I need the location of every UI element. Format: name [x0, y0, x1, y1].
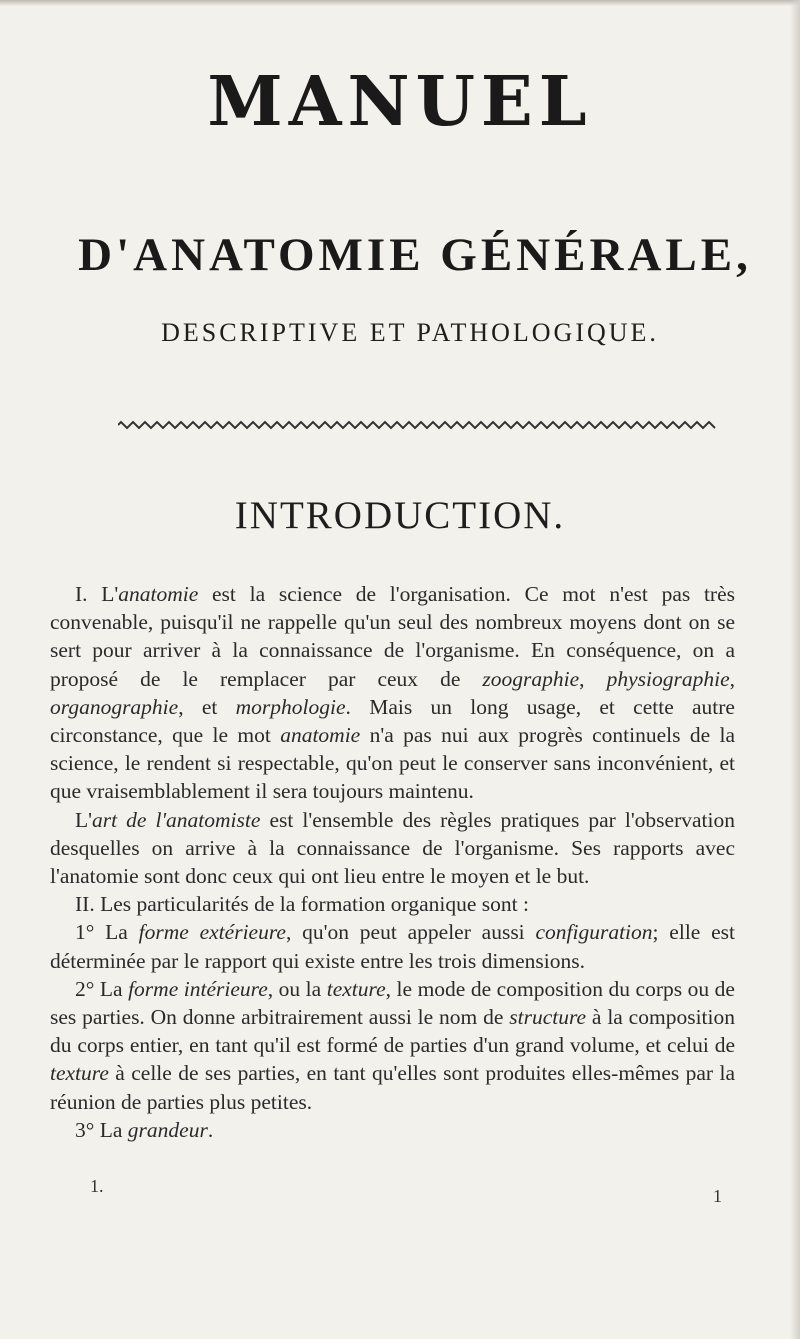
section-heading: INTRODUCTION. — [234, 494, 566, 537]
page-shadow-top — [0, 0, 800, 6]
book-subtitle-secondary: DESCRIPTIVE ET PATHOLOGIQUE. — [161, 318, 659, 347]
body-text — [50, 580, 735, 1144]
paragraph-6: 3° La grandeur. — [75, 1117, 214, 1142]
page-number: 1 — [713, 1186, 722, 1206]
book-subtitle: D'ANATOMIE GÉNÉRALE, — [78, 229, 752, 281]
ornamental-rule — [118, 420, 716, 430]
paragraph-1: I. L'anatomie est la science de l'organisation. Ce mot n'est pas très convenable, puisqu'il ne rappelle qu'un seul des nombreux moyens dont on se sert pour arriver à la connaissance de l'organisme. En conséquence, on a proposé de le remplacer par ceux de zoographie, physiographie, organographie, et morphologie. Mais un long usage, et cette autre circonstance, que le mot anatomie n'a pas nui aux progrès continuels de la science, le rendent si respectable, qu'on peut le conserver sans inconvénient, et que vraisemblablement il sera toujours maintenu. — [50, 582, 735, 804]
paragraph-4: 1° La forme extérieure, qu'on peut appeler aussi configuration; elle est déterminée par le rapport qui existe entre les trois dimensions. — [50, 920, 736, 973]
paragraph-3: II. Les particularités de la formation organique sont : — [75, 892, 529, 917]
signature-mark: 1. — [90, 1176, 104, 1196]
paragraph-2: L'art de l'anatomiste est l'ensemble des règles pratiques par l'observation desquelles on arrive à la connaissance de l'organisme. Ses rapports avec l'anatomie sont donc ceux qui ont lieu entre le moyen et le but. — [50, 807, 735, 889]
book-title: MANUEL — [207, 62, 593, 142]
page-shadow-right — [790, 0, 800, 1339]
paragraph-5: 2° La forme intérieure, ou la texture, le mode de composition du corps ou de ses parties. On donne arbitrairement aussi le nom de structure à la composition du corps entier, en tant qu'il est formé de parties d'un grand volume, et celui de texture à celle de ses parties, en tant qu'elles sont produites elles-mêmes par la réunion de parties plus petites. — [50, 976, 735, 1114]
